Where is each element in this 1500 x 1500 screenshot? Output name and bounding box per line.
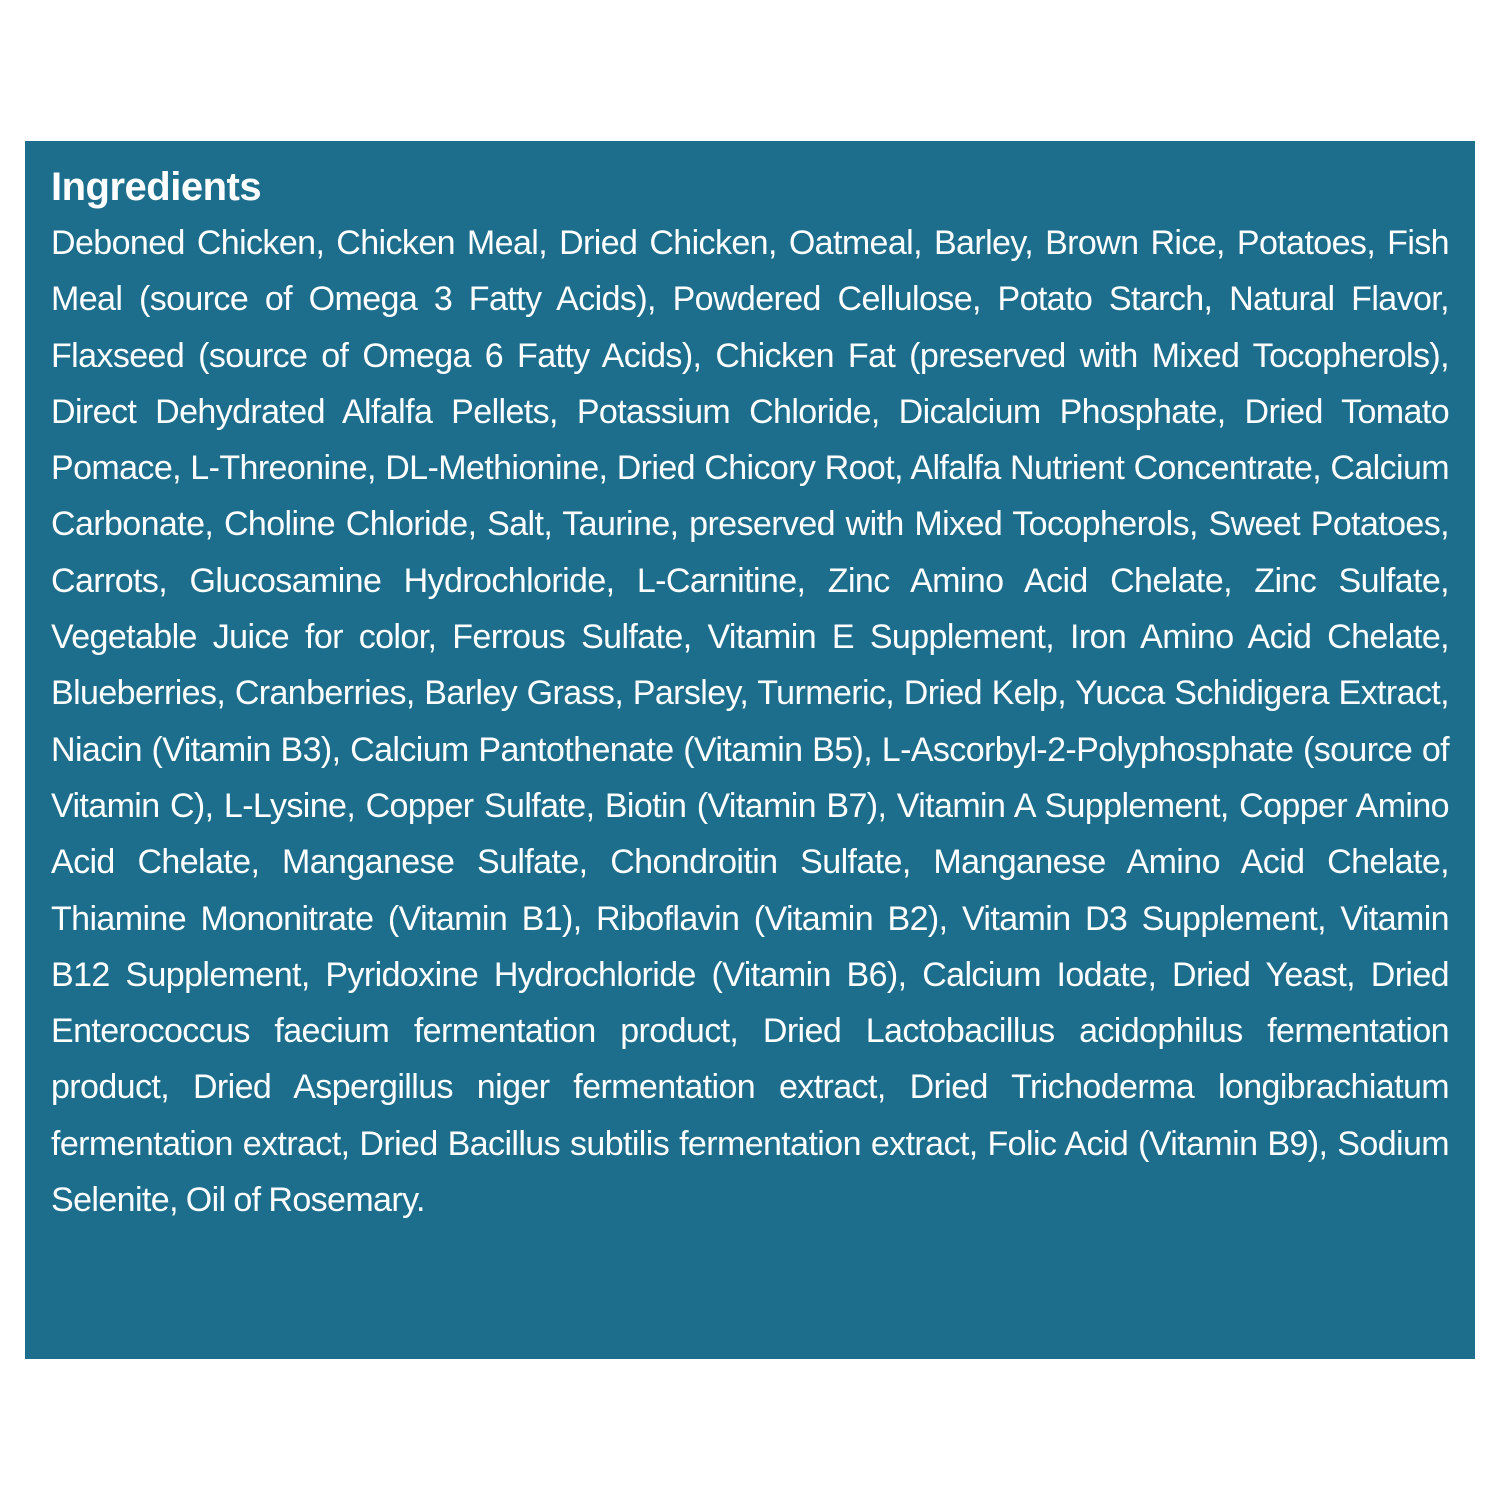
ingredients-panel (25, 141, 1475, 1359)
ingredients-list: Deboned Chicken, Chicken Meal, Dried Chicken, Oatmeal, Barley, Brown Rice, Potatoes, Fish Meal (source of Omega 3 Fatty Acids), Powdered Cellulose, Potato Starch, Natural Flavor, Flaxseed (source of Omega 6 Fatty Acids), Chicken Fat (preserved with Mixed Tocopherols), Direct Dehydrated Alfalfa Pellets, Potassium Chloride, Dicalcium Phosphate, Dried Tomato Pomace, L-Threonine, DL-Methionine, Dried Chicory Root, Alfalfa Nutrient Concentrate, Calcium Carbonate, Choline Chloride, Salt, Taurine, preserved with Mixed Tocopherols, Sweet Potatoes, Carrots, Glucosamine Hydrochloride, L-Carnitine, Zinc Amino Acid Chelate, Zinc Sulfate, Vegetable Juice for color, Ferrous Sulfate, Vitamin E Supplement, Iron Amino Acid Chelate, Blueberries, Cranberries, Barley Grass, Parsley, Turmeric, Dried Kelp, Yucca Schidigera Extract, Niacin (Vitamin B3), Calcium Pantothenate (Vitamin B5), L-Ascorbyl-2-Polyphosphate (source of Vitamin C), L-Lysine, Copper Sulfate, Biotin (Vitamin B7), Vitamin A Supplement, Copper Amino Acid Chelate, Manganese Sulfate, Chondroitin Sulfate, Manganese Amino Acid Chelate, Thiamine Mononitrate (Vitamin B1), Riboflavin (Vitamin B2), Vitamin D3 Supplement, Vitamin B12 Supplement, Pyridoxine Hydrochloride (Vitamin B6), Calcium Iodate, Dried Yeast, Dried Enterococcus faecium fermentation product, Dried Lactobacillus acidophilus fermentation product, Dried Aspergillus niger fermentation extract, Dried Trichoderma longibrachiatum fermentation extract, Dried Bacillus subtilis fermentation extract, Folic Acid (Vitamin B9), Sodium Selenite, Oil of Rosemary. (51, 224, 1449, 1220)
ingredients-heading: Ingredients (51, 165, 262, 209)
